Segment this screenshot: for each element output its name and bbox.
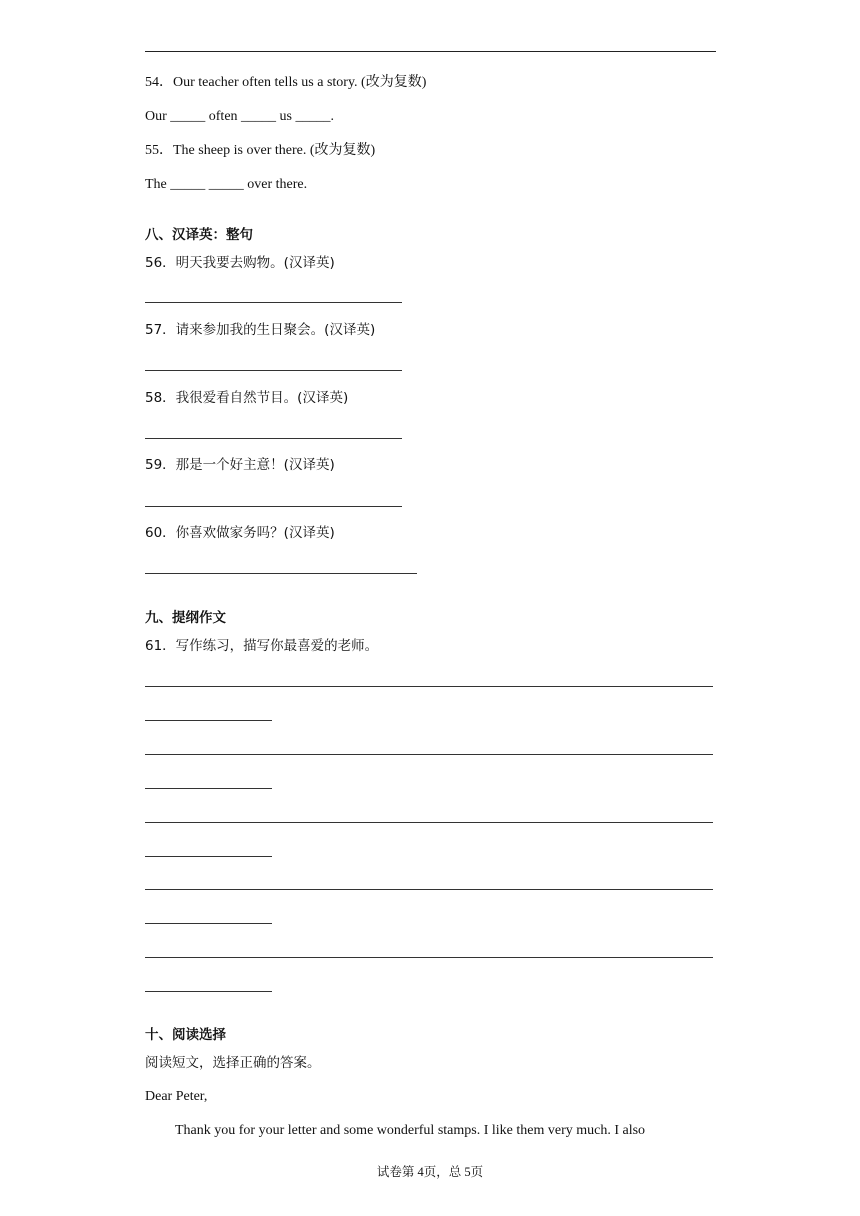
question-55-answer: The _____ _____ over there.	[145, 177, 308, 192]
section-10-title: 十、阅读选择	[145, 1027, 226, 1043]
answer-line-60	[145, 573, 417, 574]
essay-line-short	[145, 991, 272, 992]
answer-line-56	[145, 302, 402, 303]
letter-greeting: Dear Peter,	[145, 1089, 208, 1104]
letter-first-line: Thank you for your letter and some wonderful stamps. I like them very much. I also	[175, 1123, 646, 1138]
reading-instruction: 阅读短文，选择正确的答案。	[145, 1055, 321, 1071]
essay-line-short	[145, 923, 272, 924]
essay-line-long	[145, 822, 713, 823]
question-60: 60．你喜欢做家务吗？(汉译英)	[145, 525, 335, 541]
question-54: 54．Our teacher often tells us a story. (改为复数)	[145, 75, 427, 90]
section-8-title: 八、汉译英：整句	[145, 227, 253, 243]
essay-line-long	[145, 754, 713, 755]
question-55: 55．The sheep is over there. (改为复数)	[145, 143, 376, 158]
question-57: 57．请来参加我的生日聚会。(汉译英)	[145, 322, 376, 338]
page-footer: 试卷第 4页，总 5页	[376, 1165, 484, 1179]
question-61: 61．写作练习，描写你最喜爱的老师。	[145, 638, 379, 654]
answer-line-58	[145, 438, 402, 439]
question-54-answer: Our _____ often _____ us _____.	[145, 109, 334, 124]
answer-line-57	[145, 370, 402, 371]
essay-line-long	[145, 889, 713, 890]
question-58: 58．我很爱看自然节目。(汉译英)	[145, 390, 349, 406]
question-59: 59．那是一个好主意！(汉译英)	[145, 457, 335, 473]
answer-line-59	[145, 506, 402, 507]
header-rule	[145, 51, 716, 52]
essay-line-short	[145, 788, 272, 789]
section-9-title: 九、提纲作文	[145, 610, 226, 626]
question-56: 56．明天我要去购物。(汉译英)	[145, 255, 335, 271]
essay-line-short	[145, 856, 272, 857]
essay-line-long	[145, 957, 713, 958]
essay-line-long	[145, 686, 713, 687]
essay-line-short	[145, 720, 272, 721]
